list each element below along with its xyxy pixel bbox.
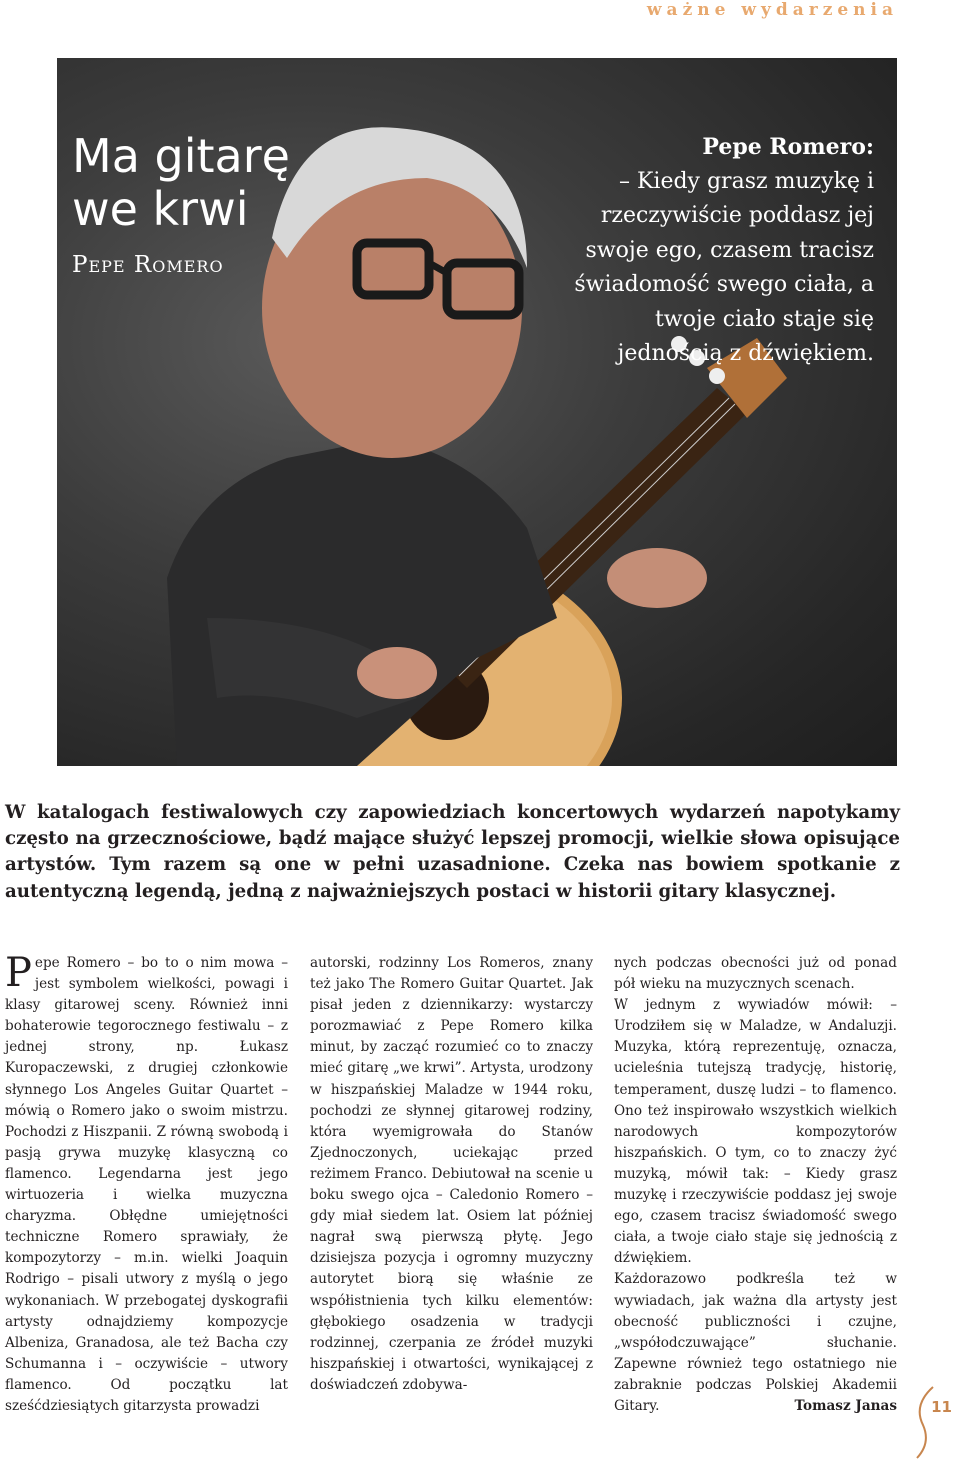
author-name: Tomasz Janas xyxy=(794,1397,897,1414)
section-tag: ważne wydarzenia xyxy=(646,0,898,20)
drop-cap: P xyxy=(5,950,32,996)
article-subtitle: Pepe Romero xyxy=(72,252,224,278)
column-2-text: autorski, rodzinny Los Romeros, znany też jako The Romero Guitar Quartet. Jak pisał jeden z dziennikarzy: wystarczy porozmawiać z Pepe Romero kilka minut, by zacząć rozumieć co to znaczy mieć gitarę „we krwi”. Artysta, urodzony w hiszpańskiej Maladze w 1944 roku, pochodzi ze słynnej gitarowej rodziny, która wyemigrowała do Stanów Zjednoczonych, uciekając przed reżimem Franco. Debiutował na scenie u boku swego ojca – Caledonio Romero – gdy miał siedem lat. Osiem lat później nagrał swą pierwszą płytę. Jego dzisiejsza pozycja i ogromny muzyczny autorytet biorą się właśnie ze współistnienia tych kilku elementów: głębokiego osadzenia w tradycji rodzinnej, czerpania ze źródeł muzyki hiszpańskiej i otwartości, wynikającej z doświadczeń zdobywa- xyxy=(310,955,593,1393)
pull-quote xyxy=(554,130,874,372)
column-3-paragraph-1: nych podczas obecności już od ponad pół wieku na muzycznych scenach. xyxy=(614,955,897,993)
quote-text: – Kiedy grasz muzykę i rzeczywiście poddasz jej swoje ego, czasem tracisz świadomość swego ciała, a twoje ciało staje się jednością z dźwiękiem. xyxy=(574,168,874,366)
title-line-1: Ma gitarę xyxy=(72,129,290,183)
lead-paragraph: W katalogach festiwalowych czy zapowiedziach koncertowych wydarzeń napotykamy często na grzecznościowe, bądź mające służyć lepszej promocji, wielkie słowa opisujące artystów. Tym razem są one w pełni uzasadnione. Czeka nas bowiem spotkanie z autentyczną legendą, jedną z najważniejszych postaci w historii gitary klasycznej. xyxy=(5,802,900,902)
right-hand xyxy=(357,647,437,699)
decorative-swirl-icon xyxy=(905,1385,945,1460)
quote-name: Pepe Romero: xyxy=(702,134,874,160)
column-1-body: epe Romero – bo to o nim mowa – jest symbolem wielkości, powagi i klasy gitarowej sceny. Również inni bohaterowie tegorocznego festiwalu – z jednej strony, np. Łukasz Kuropaczewski, z drugiej członkowie słynnego Los Angeles Guitar Quartet – mówią o Romero jako o swoim mistrzu. Pochodzi z Hiszpanii. Z równą swobodą i pasją grywa muzykę klasyczną co flamenco. Legendarna jest jego wirtuozeria i wielka muzyczna charyzma. Obłędne umiejętności techniczne Romero sprawiały, że kompozytorzy – m.in. wielki Joaquin Rodrigo – pisali utwory z myślą o jego wykonaniach. W przebogatej dyskografii artysty odnajdziemy kompozycje Albeniza, Granadosa, ale też Bacha czy Schumanna i – oczywiście – utwory flamenco. Od początku lat sześćdziesiątych gitarzysta prowadzi xyxy=(5,955,288,1414)
column-3-paragraph-2: W jednym z wywiadów mówił: – Urodziłem się w Maladze, w Andaluzji. Muzyka, którą reprezentuję, oznacza, ucieleśnia tutejszą tradycję, historię, temperament, duszę ludzi – to flamenco. Ono też inspirowało wszystkich wielkich narodowych kompozytorów hiszpańskich. O tym, co to znaczy żyć muzyką, mówił tak: – Kiedy grasz muzykę i rzeczywiście poddasz jej swoje ego, czasem tracisz świadomość swego ciała, a twoje ciało staje się jednością z dźwiękiem. xyxy=(614,997,897,1267)
left-hand xyxy=(607,548,707,608)
article-title xyxy=(72,130,372,236)
column-1-text xyxy=(5,950,288,1417)
page-number: 11 xyxy=(931,1398,952,1416)
column-2 xyxy=(310,953,593,1396)
column-1 xyxy=(5,950,288,1417)
column-3 xyxy=(614,953,897,1417)
column-3-paragraph-3-text: Każdorazowo podkreśla też w wywiadach, jak ważna dla artysty jest obecność publiczności i czujne, „współodczuwające” słuchanie. Zapewne również tego ostatniego nie zabraknie podczas Polskiej Akademii Gitary. xyxy=(614,1271,897,1414)
title-line-2: we krwi xyxy=(72,181,249,236)
column-3-paragraph-3 xyxy=(614,1269,897,1417)
